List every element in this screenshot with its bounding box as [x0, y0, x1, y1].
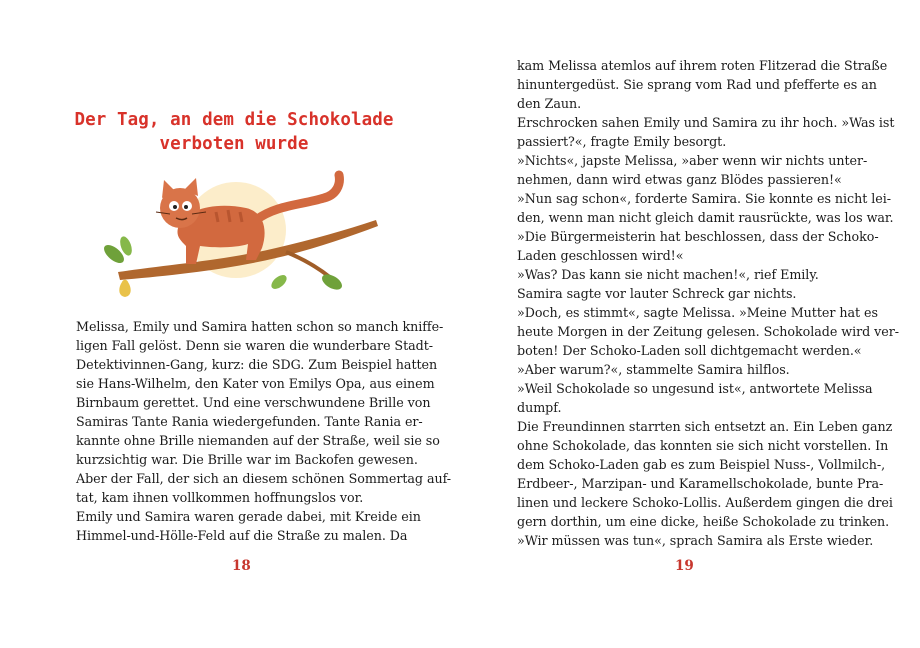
- text-line: Laden geschlossen wird!«: [517, 248, 684, 263]
- text-line: »Weil Schokolade so ungesund ist«, antwortete Melissa: [517, 381, 873, 396]
- text-line: tat, kam ihnen vollkommen hoffnungslos vor.: [76, 490, 364, 505]
- chapter-title-line: verboten wurde: [159, 134, 309, 154]
- text-line: boten! Der Schoko-Laden soll dichtgemacht werden.«: [517, 343, 862, 358]
- text-line: »Aber warum?«, stammelte Samira hilflos.: [517, 362, 790, 377]
- page-number: 19: [675, 558, 694, 574]
- text-line: Aber der Fall, der sich an diesem schönen Sommertag auf-: [76, 471, 452, 486]
- pear-icon: [119, 280, 130, 297]
- text-line: linen und leckere Schoko-Lollis. Außerdem gingen die drei: [517, 495, 893, 510]
- text-line: dumpf.: [517, 400, 562, 415]
- cat-pupil: [173, 205, 177, 209]
- text-line: »Nichts«, japste Melissa, »aber wenn wir nichts unter-: [517, 153, 868, 168]
- text-line: kannte ohne Brille niemanden auf der Straße, weil sie so: [76, 433, 440, 448]
- right-page-text: [517, 56, 899, 550]
- text-line: den, wenn man nicht gleich damit rausrückte, was los war.: [517, 210, 894, 225]
- chapter-title-line: Der Tag, an dem die Schokolade: [74, 110, 394, 130]
- text-line: Samira sagte vor lauter Schreck gar nichts.: [517, 286, 797, 301]
- text-line: Detektivinnen-Gang, kurz: die SDG. Zum Beispiel hatten: [76, 357, 438, 372]
- text-line: Melissa, Emily und Samira hatten schon so manch kniffe-: [76, 319, 444, 334]
- page-number: 18: [232, 558, 251, 574]
- text-line: Himmel-und-Hölle-Feld auf die Straße zu malen. Da: [76, 528, 408, 543]
- text-line: sie Hans-Wilhelm, den Kater von Emilys Opa, aus einem: [76, 376, 435, 391]
- text-line: Erschrocken sahen Emily und Samira zu ihr hoch. »Was ist: [517, 115, 895, 130]
- text-line: »Die Bürgermeisterin hat beschlossen, dass der Schoko-: [517, 229, 879, 244]
- text-line: gern dorthin, um eine dicke, heiße Schokolade zu trinken.: [517, 514, 890, 529]
- chapter-title: [60, 108, 408, 156]
- leaf-icon: [269, 272, 289, 291]
- text-line: nehmen, dann wird etwas ganz Blödes passieren!«: [517, 172, 842, 187]
- text-line: kam Melissa atemlos auf ihrem roten Flitzerad die Straße: [517, 58, 888, 73]
- twig: [286, 252, 331, 278]
- text-line: Erdbeer-, Marzipan- und Karamellschokolade, bunte Pra-: [517, 476, 884, 491]
- text-line: »Wir müssen was tun«, sprach Samira als Erste wieder.: [517, 533, 874, 548]
- text-line: ohne Schokolade, das konnten sie sich nicht vorstellen. In: [517, 438, 889, 453]
- text-line: dem Schoko-Laden gab es zum Beispiel Nuss-, Vollmilch-,: [517, 457, 886, 472]
- text-line: Die Freundinnen starrten sich entsetzt an. Ein Leben ganz: [517, 419, 893, 434]
- text-line: Samiras Tante Rania wiedergefunden. Tante Rania er-: [76, 414, 423, 429]
- text-line: Birnbaum gerettet. Und eine verschwundene Brille von: [76, 395, 431, 410]
- text-line: ligen Fall gelöst. Denn sie waren die wunderbare Stadt-: [76, 338, 433, 353]
- text-line: »Nun sag schon«, forderte Samira. Sie konnte es nicht lei-: [517, 191, 891, 206]
- text-line: »Doch, es stimmt«, sagte Melissa. »Meine Mutter hat es: [517, 305, 878, 320]
- cat-on-branch-illustration: [96, 160, 386, 305]
- text-line: kurzsichtig war. Die Brille war im Backofen gewesen.: [76, 452, 418, 467]
- text-line: Emily und Samira waren gerade dabei, mit Kreide ein: [76, 509, 421, 524]
- text-line: passiert?«, fragte Emily besorgt.: [517, 134, 727, 149]
- text-line: »Was? Das kann sie nicht machen!«, rief Emily.: [517, 267, 819, 282]
- text-line: heute Morgen in der Zeitung gelesen. Schokolade wird ver-: [517, 324, 899, 339]
- text-line: den Zaun.: [517, 96, 582, 111]
- left-page-text: [76, 317, 452, 545]
- text-line: hinuntergedüst. Sie sprang vom Rad und pfefferte es an: [517, 77, 877, 92]
- cat-pupil: [184, 205, 188, 209]
- right-page: [460, 0, 920, 648]
